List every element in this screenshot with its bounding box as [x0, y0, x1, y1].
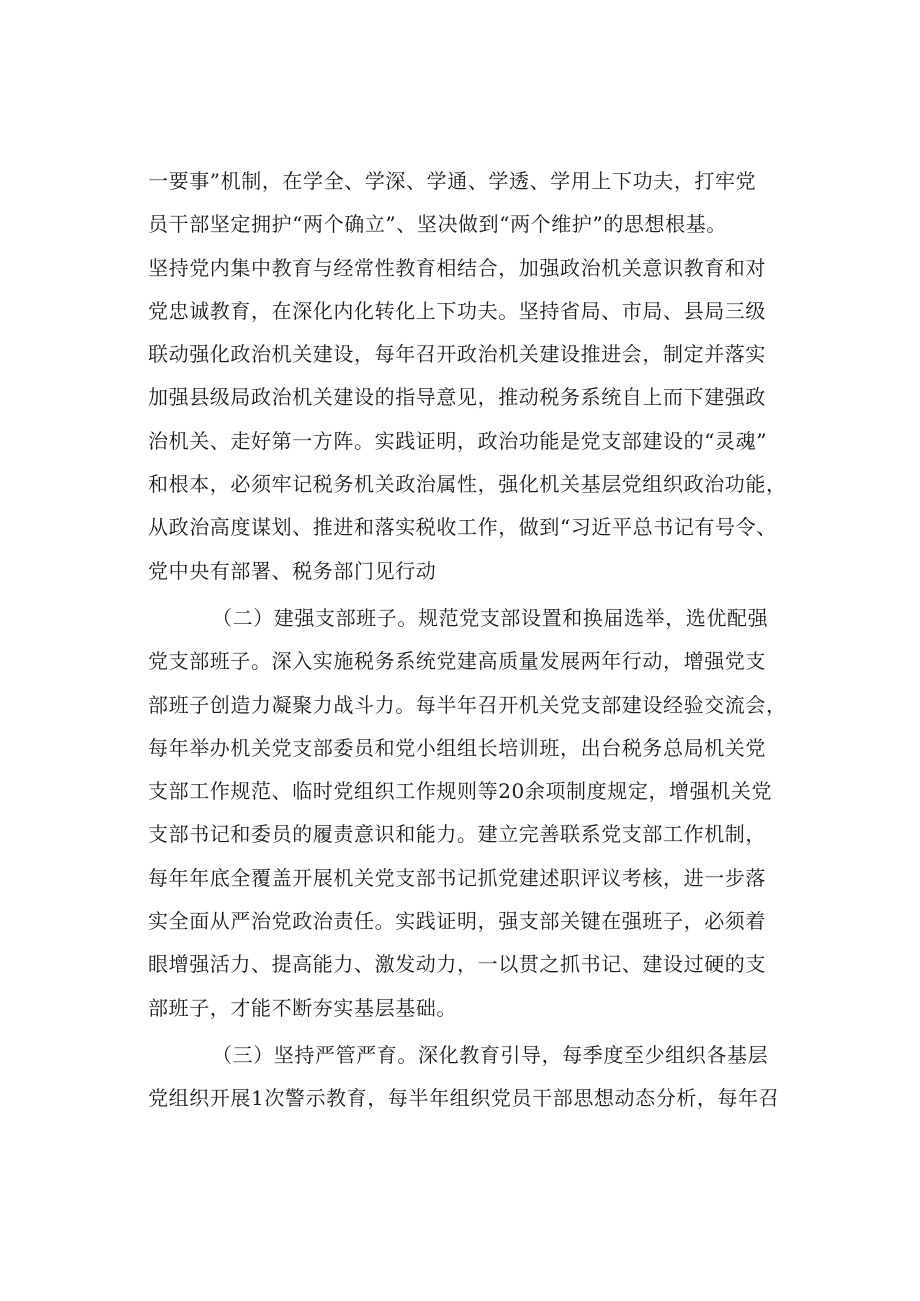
text-line: 联动强化政治机关建设，每年召开政治机关建设推进会，制定并落实 — [148, 342, 766, 367]
document-body — [148, 160, 808, 1121]
text-line: 部班子创造力凝聚力战斗力。每半年召开机关党支部建设经验交流会， — [148, 692, 787, 717]
text-line: 部班子，才能不断夯实基层基础。 — [148, 995, 457, 1020]
text-line: 党支部班子。深入实施税务系统党建高质量发展两年行动，增强党支 — [148, 649, 766, 674]
text-line: 和根本，必须牢记税务机关政治属性，强化机关基层党组织政治功能， — [148, 472, 787, 497]
paragraph-branch-leadership — [148, 597, 808, 1030]
text-line: 党中央有部署、税务部门见行动 — [148, 558, 437, 583]
text-line: 党组织开展1次警示教育，每半年组织党员干部思想动态分析，每年召 — [148, 1086, 780, 1111]
text-line: 党忠诚教育，在深化内化转化上下功夫。坚持省局、市局、县局三级 — [148, 298, 766, 323]
section-heading-line: （三）坚持严管严育。深化教育引导，每季度至少组织各基层 — [212, 1042, 769, 1067]
text-line: 治机关、走好第一方阵。实践证明，政治功能是党支部建设的“灵魂” — [148, 428, 768, 453]
text-line: 支部书记和委员的履责意识和能力。建立完善联系党支部工作机制， — [148, 822, 766, 847]
text-line: 坚持党内集中教育与经常性教育相结合，加强政治机关意识教育和对 — [148, 255, 766, 280]
text-line: 实全面从严治党政治责任。实践证明，强支部关键在强班子，必须着 — [148, 909, 766, 934]
paragraph-political-function — [148, 160, 808, 593]
text-line: 从政治高度谋划、推进和落实税收工作，做到“习近平总书记有号令、 — [148, 515, 777, 540]
text-line: 每年举办机关党支部委员和党小组组长培训班，出台税务总局机关党 — [148, 735, 766, 760]
paragraph-strict-management — [148, 1034, 808, 1121]
text-line: 加强县级局政治机关建设的指导意见，推动税务系统自上而下建强政 — [148, 385, 766, 410]
text-line: 一要事”机制，在学全、学深、学通、学透、学用上下功夫，打牢党 — [148, 169, 757, 193]
text-line: 支部工作规范、临时党组织工作规则等20余项制度规定，增强机关党 — [148, 779, 773, 804]
section-heading-line: （二）建强支部班子。规范党支部设置和换届选举，选优配强 — [212, 605, 769, 630]
text-line: 员干部坚定拥护“两个确立”、坚决做到“两个维护”的思想根基。 — [148, 212, 727, 237]
text-line: 眼增强活力、提高能力、激发动力，一以贯之抓书记、建设过硬的支 — [148, 952, 766, 977]
text-line: 每年年底全覆盖开展机关党支部书记抓党建述职评议考核，进一步落 — [148, 865, 766, 890]
